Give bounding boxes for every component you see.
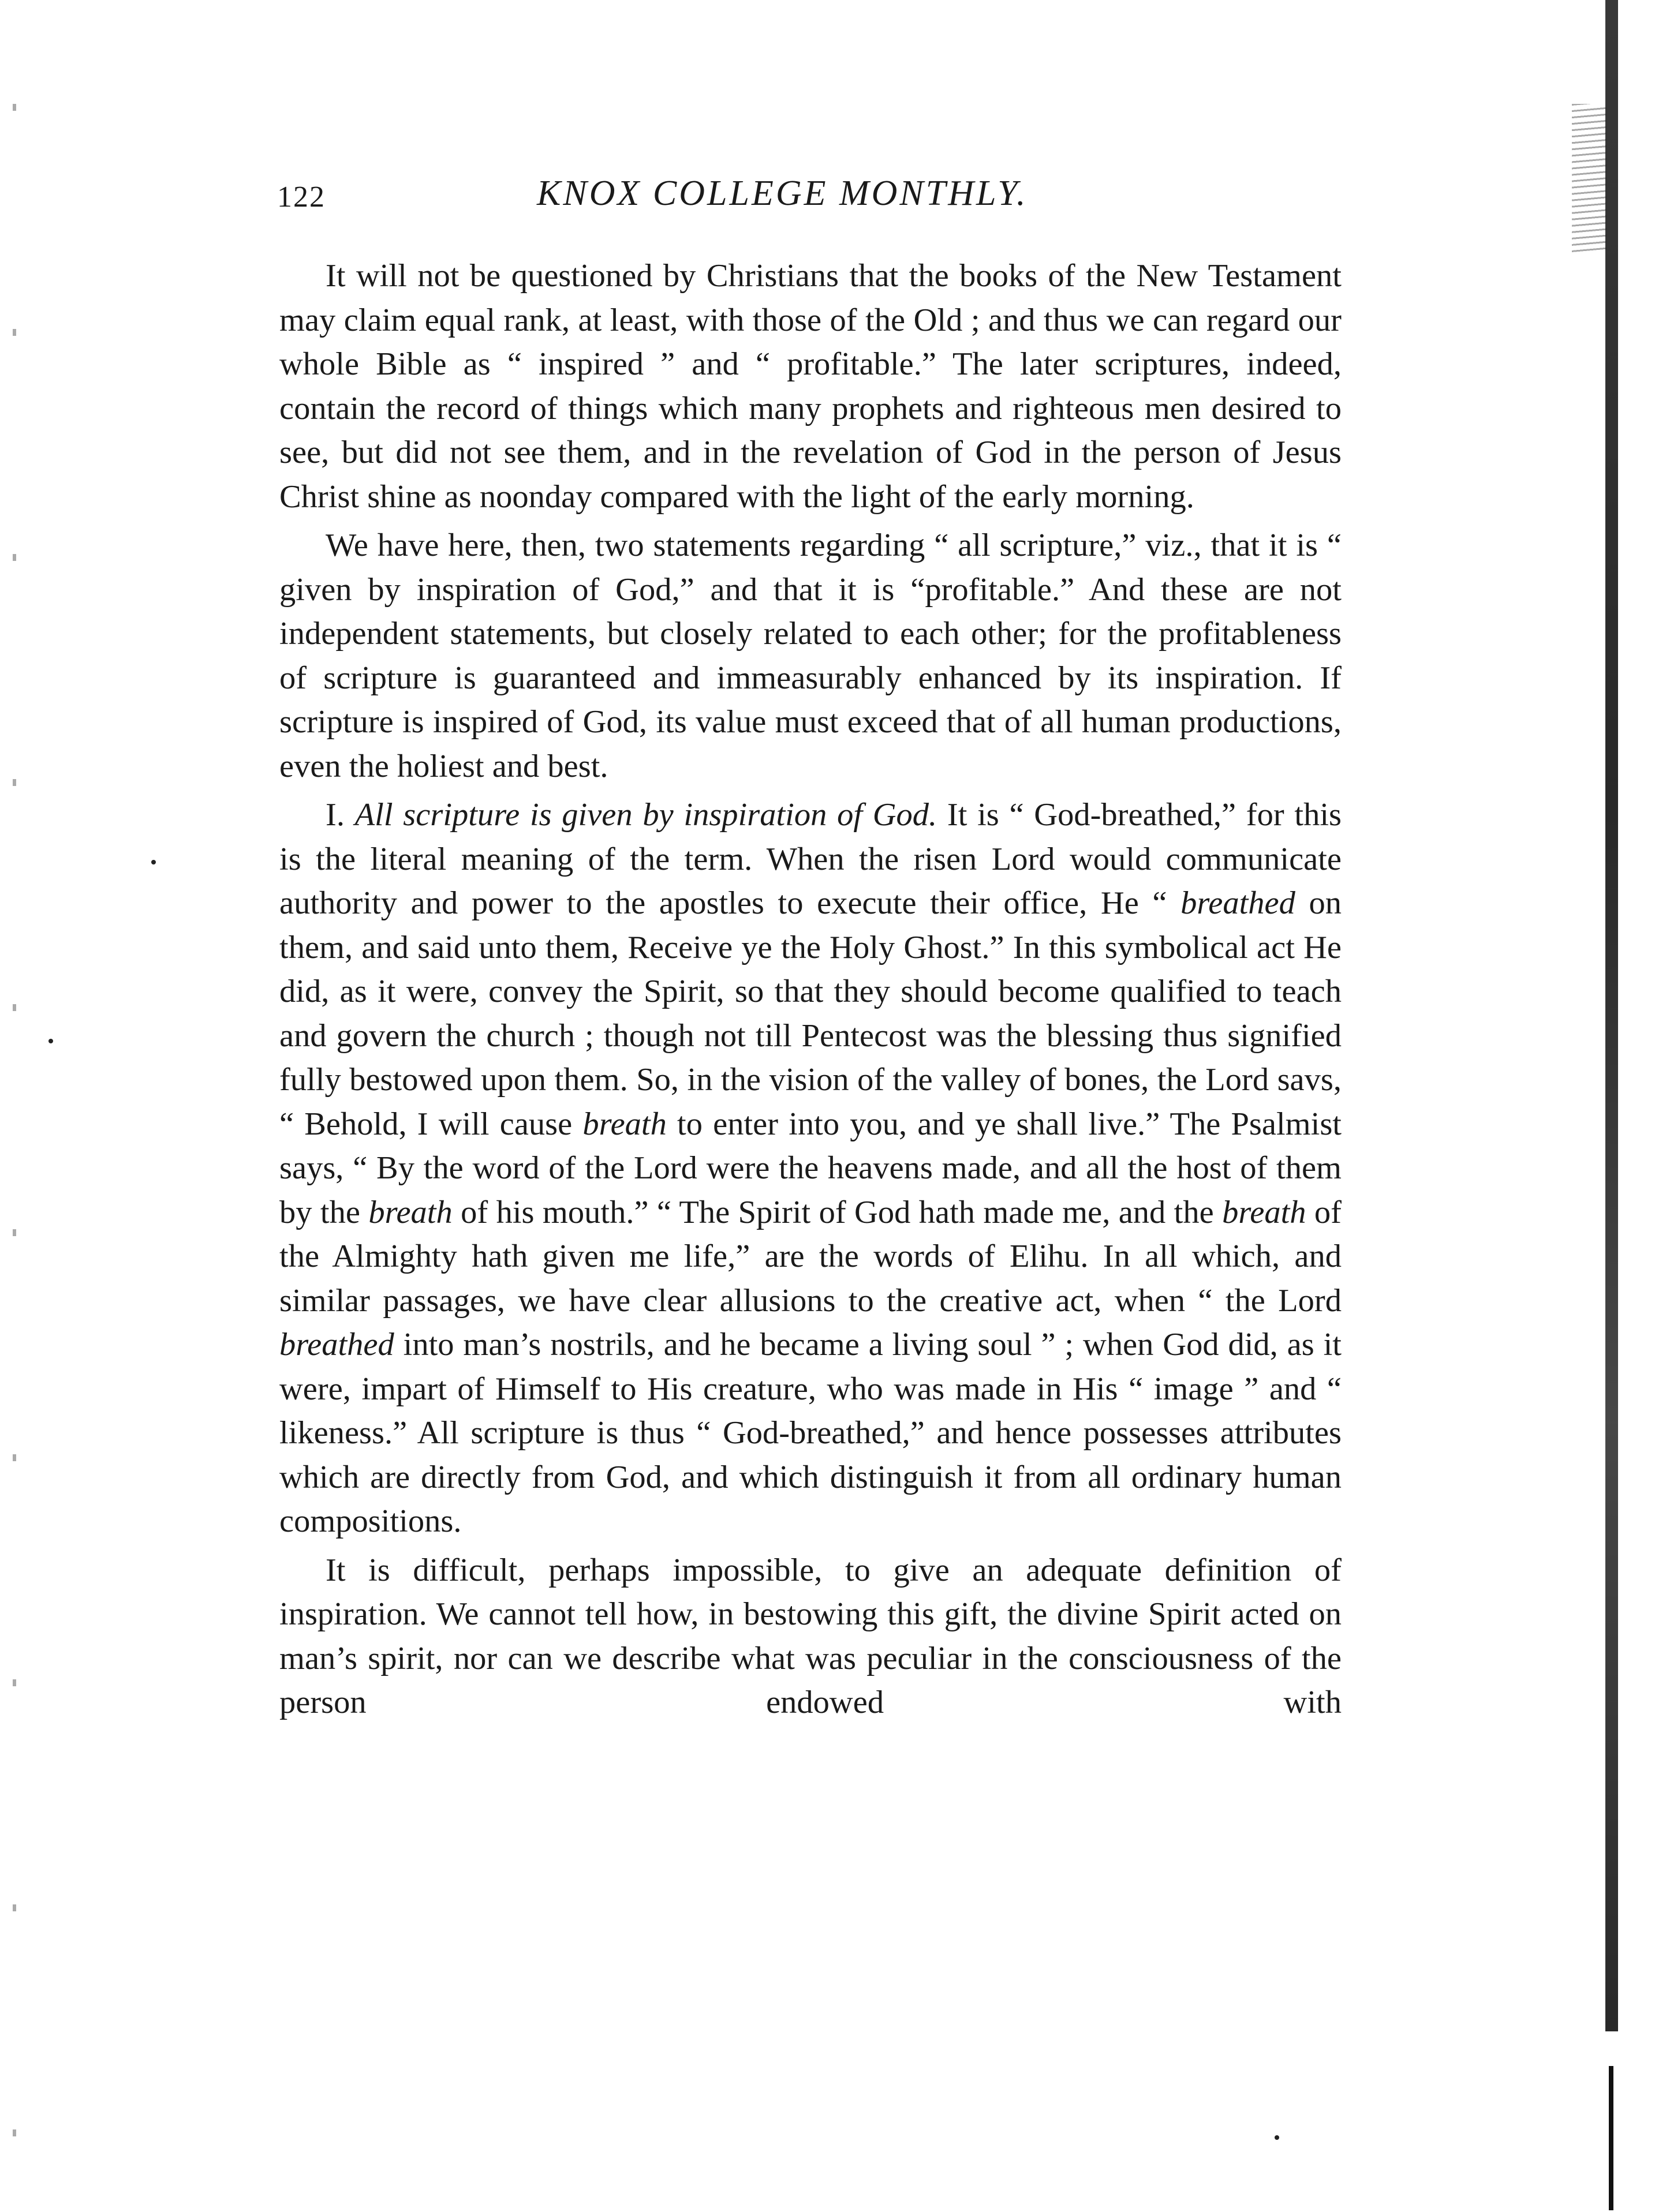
paragraph-1: It will not be questioned by Christians that the books of the New Testament may claim equal rank, at least, with those of the Old ; and thus we can regard our whole Bible as “ inspired ” and “ profitable.” The later scriptures, indeed, contain the record of things which many prophets and righteous men desired to see, but did not see them, and in the revelation of God in the person of Jesus Christ shine as noonday compared with the light of the early morning. [279,258,1342,515]
text-segment: of the Almighty hath given me life,” are the words of Elihu. In all which, and similar passages, we have clear allusions to the creative act, when “ the Lord [279,1194,1342,1319]
scan-speck [1275,2135,1279,2140]
italic-word: breath [1222,1194,1306,1230]
text-segment: to enter into you, and ye shall live.” The Psalmist says, “ By the word of the Lord were the heavens made, and all the host of them by the [279,1106,1342,1230]
italic-word: breath [368,1194,453,1230]
italic-word: breathed [1180,885,1295,921]
page-number: 122 [277,181,326,214]
text-segment: on them, and said unto them, Receive ye the Holy Ghost.” In this symbolical act He did, as it were, convey the Spirit, so that they should become qualified to teach and govern the church ; though not till Pentecost was the blessing thus signified fully bestowed upon them. So, in the vision of the valley of bones, the Lord savs, “ Behold, I will cause [279,885,1342,1142]
text-segment: of his mouth.” “ The Spirit of God hath made me, and the [452,1194,1223,1230]
scan-speck [151,860,156,864]
paragraph-3 [279,793,1342,1544]
italic-word: breathed [279,1327,394,1363]
article-body [279,254,1342,1730]
running-header [277,173,1362,219]
section-heading-italic: All scripture is given by inspiration of God. [354,797,937,833]
text-segment: into man’s nostrils, and he became a living soul ” ; when God did, as it were, impart of Himself to His creature, who was made in His “ image ” and “ likeness.” All scripture is thus “ God-breathed,” and hence possesses attributes which are directly from God, and which distinguish it from all ordinary human compositions. [279,1327,1342,1539]
paragraph-4: It is difficult, perhaps impossible, to give an adequate definition of inspiration. We cannot tell how, in bestowing this gift, the divine Spirit acted on man’s spirit, nor can we describe what was peculiar in the consciousness of the person endowed with [279,1552,1342,1720]
scan-binding-edge [1605,0,1618,2031]
text-segment: It is “ God-breathed,” for this is the literal meaning of the term. When the risen Lord would communicate authority and power to the apostles to execute their office, He “ [279,797,1342,921]
scan-margin-marks [13,0,16,2212]
scan-speck [48,1039,53,1043]
running-title: KNOX COLLEGE MONTHLY. [537,174,1028,213]
section-numeral: I. [326,797,355,833]
scan-binding-specks [1572,104,1607,254]
scan-binding-edge-lower [1609,2066,1613,2210]
paragraph-2: We have here, then, two statements regarding “ all scripture,” viz., that it is “ given by inspiration of God,” and that it is “profitable.” And these are not independent statements, but closely related to each other; for the profitableness of scripture is guaranteed and immeasurably enhanced by its inspiration. If scripture is inspired of God, its value must exceed that of all human productions, even the holiest and best. [279,527,1342,784]
italic-word: breath [582,1106,667,1142]
